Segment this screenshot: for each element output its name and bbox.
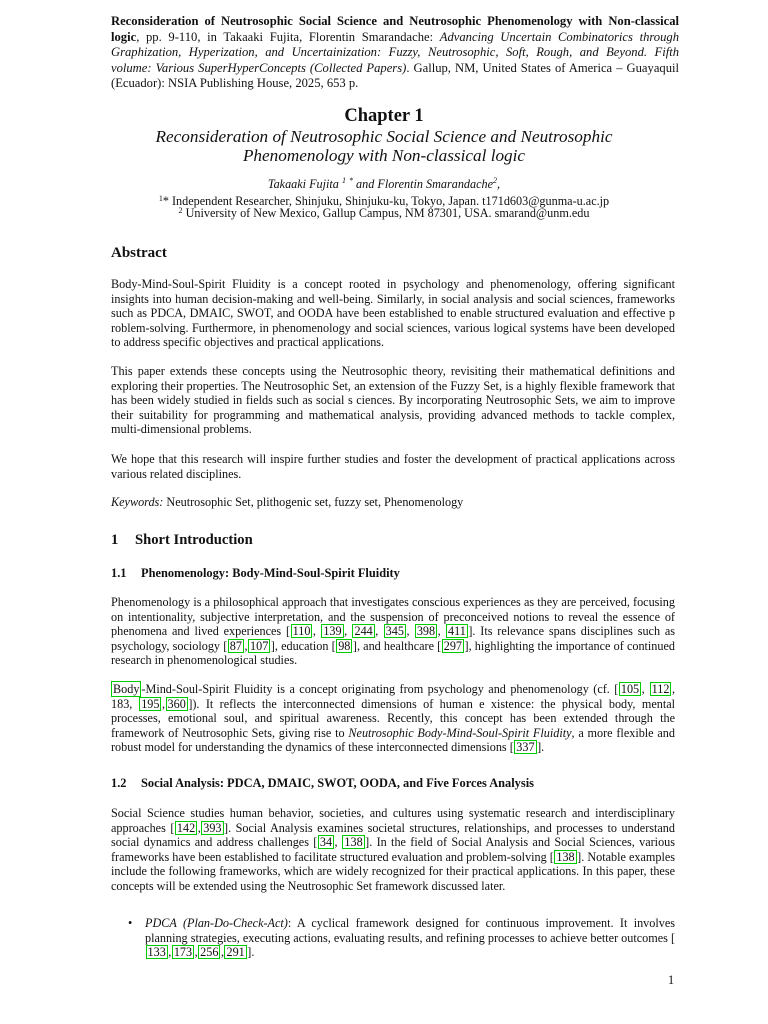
- citation-header: [111, 14, 679, 92]
- page-number: 1: [668, 973, 675, 987]
- paragraph-phenomenology: Phenomenology is a philosophical approach that investigates conscious experiences as they are perceived, focusing on intentionality, subjective interpretation, and the suspension of preconceived notions to reveal the essence of phenomena and lived experiences [ 110 , 139 , 244 , 345 , 398 , 411 ]. Its relevance spans disciplines such as psychology, sociology [ 87 , 107 ], education [ 98 ], and healthcare [ 297 ], highlighting the importance of continued research in phenomenological studies.: [111, 595, 676, 668]
- citation-link[interactable]: 133: [147, 945, 166, 960]
- abstract-heading: Abstract: [111, 245, 167, 261]
- author-line: Takaaki Fujita $^1$ * and Florentin Smarandache$^2$,: [267, 176, 501, 192]
- citation-link[interactable]: 256: [200, 945, 219, 960]
- citation-book-title: Advancing Uncertain Combinatorics through Graphization, Hyperization, and Uncertainization: Fuzzy, Neutrosophic, Soft, Rough, and Beyond. Fifth volume: Various SuperHyperConcepts (Collected Papers): [111, 29, 679, 75]
- paper-title: Reconsideration of Neutrosophic Social Science and Neutrosophic Phenomenology with Non-classical logic: [155, 127, 613, 165]
- bullet-icon: •: [128, 916, 133, 930]
- citation-link[interactable]: 393: [203, 820, 222, 835]
- citation-link[interactable]: 411: [448, 624, 466, 639]
- citation-link[interactable]: 139: [323, 624, 342, 639]
- abstract-paragraph-3: We hope that this research will inspire further studies and foster the development of practical applications across various related disciplines.: [111, 452, 675, 481]
- affiliation-1: $^1$* Independent Researcher, Shinjuku, Shinjuku-ku, Tokyo, Japan. t171d603@gunma-u.ac.jp: [158, 194, 610, 208]
- list-item: PDCA (Plan-Do-Check-Act): A cyclical framework designed for continuous improvement. It involves planning strategies, executing actions, evaluating results, and refining processes to achieve better outcomes [133 , 173 , 256 , 291 ].: [145, 916, 675, 960]
- citation-link[interactable]: 138: [344, 835, 363, 850]
- paragraph-fluidity: Body -Mind-Soul-Spirit Fluidity is a concept originating from psychology and phenomenology (cf. [ 105 , 112 , 183, 195 , 360 ]). It reflects the interconnected dimensions of human e xistence: the physical body, mental processes, emotional soul, and spiritual awareness. Recently, this concept has been extended through the framework of Neutrosophic Sets, giving rise to Neutrosophic Body-Mind-Soul-Spirit Fluidity, a more flexible and robust model for understanding the dynamics of these interconnected dimensions [ 337 ].: [111, 682, 676, 755]
- citation-link[interactable]: 142: [176, 820, 196, 835]
- citation-link[interactable]: 398: [416, 624, 436, 639]
- citation-link[interactable]: 110: [292, 624, 311, 639]
- citation-link[interactable]: 195: [141, 696, 160, 711]
- citation-link[interactable]: 244: [354, 624, 373, 639]
- keywords: [111, 495, 675, 510]
- section-heading: 1 Short Introduction: [111, 532, 253, 548]
- citation-authors: , pp. 9-110, in Takaaki Fujita, Florentin Smarandache:: [136, 29, 440, 44]
- citation-publisher: . Gallup, NM, United States of America – Guayaquil (Ecuador): NSIA Publishing House, 2025, 653 p.: [111, 60, 679, 90]
- subsection-heading-1-1: 1.1 Phenomenology: Body-Mind-Soul-Spirit Fluidity: [111, 566, 400, 580]
- citation-link[interactable]: 105: [620, 682, 640, 696]
- citation-link[interactable]: 173: [173, 945, 193, 960]
- citation-link[interactable]: 98: [338, 638, 351, 653]
- citation-link[interactable]: 107: [250, 638, 269, 653]
- citation-link[interactable]: 291: [226, 945, 245, 960]
- citation-link[interactable]: 297: [443, 638, 463, 653]
- citation-link[interactable]: 112: [651, 682, 670, 696]
- subsection-heading-1-2: 1.2 Social Analysis: PDCA, DMAIC, SWOT, OODA, and Five Forces Analysis: [111, 776, 534, 790]
- citation-title: Reconsideration of Neutrosophic Social Science and Neutrosophic Phenomenology with Non-classical logic: [111, 14, 679, 44]
- abstract-paragraph-1: Body-Mind-Soul-Spirit Fluidity is a concept rooted in psychology and phenomenology, offering significant insights into human decision-making and well-being. Similarly, in social analysis and social sciences, frameworks such as PDCA, DMAIC, SWOT, and OODA have been established to enable structured evaluation and effective p roblem-solving. Furthermore, in phenomenology and social sciences, various logical systems have been developed to address specific objectives and practical applications.: [111, 277, 675, 350]
- chapter-heading: Chapter 1: [344, 106, 424, 126]
- citation-link[interactable]: 337: [516, 740, 535, 755]
- citation-link[interactable]: 34: [319, 835, 333, 850]
- citation-link[interactable]: 87: [229, 638, 242, 653]
- citation-link[interactable]: 138: [556, 849, 575, 864]
- citation-link[interactable]: 360: [167, 696, 186, 711]
- citation-link[interactable]: 345: [385, 624, 404, 639]
- keywords-label: Keywords:: [111, 495, 164, 509]
- abstract-paragraph-2: This paper extends these concepts using the Neutrosophic theory, revisiting their mathematical definitions and exploring their properties. The Neutrosophic Set, an extension of the Fuzzy Set, is a highly flexible framework that has been widely studied in fields such as social s ciences. By incorporating Neutrosophic Sets, we aim to improve their suitability for programming and mathematical analysis, providing advanced methods to tackle complex, multi-dimensional problems.: [111, 364, 675, 437]
- keywords-list: Neutrosophic Set, plithogenic set, fuzzy set, Phenomenology: [163, 495, 464, 509]
- paragraph-social-analysis: Social Science studies human behavior, societies, and cultures using systematic research and interdisciplinary approaches [ 142 , 393 ]. Social Analysis examines societal structures, relationships, and processes to understand social dynamics and address challenges [ 34 , 138 ]. In the field of Social Analysis and Social Sciences, various frameworks have been established to facilitate structured evaluation and problem-solving [ 138 ]. Notable examples include the following frameworks, which are widely recognized for their practical applications. In this paper, these concepts will be extended using the Neutrosophic Set framework discussed later.: [111, 806, 675, 893]
- affiliation-2: $^2$ University of New Mexico, Gallup Campus, NM 87301, USA. smarand@unm.edu: [178, 206, 590, 220]
- boxed-word[interactable]: Body: [113, 682, 140, 696]
